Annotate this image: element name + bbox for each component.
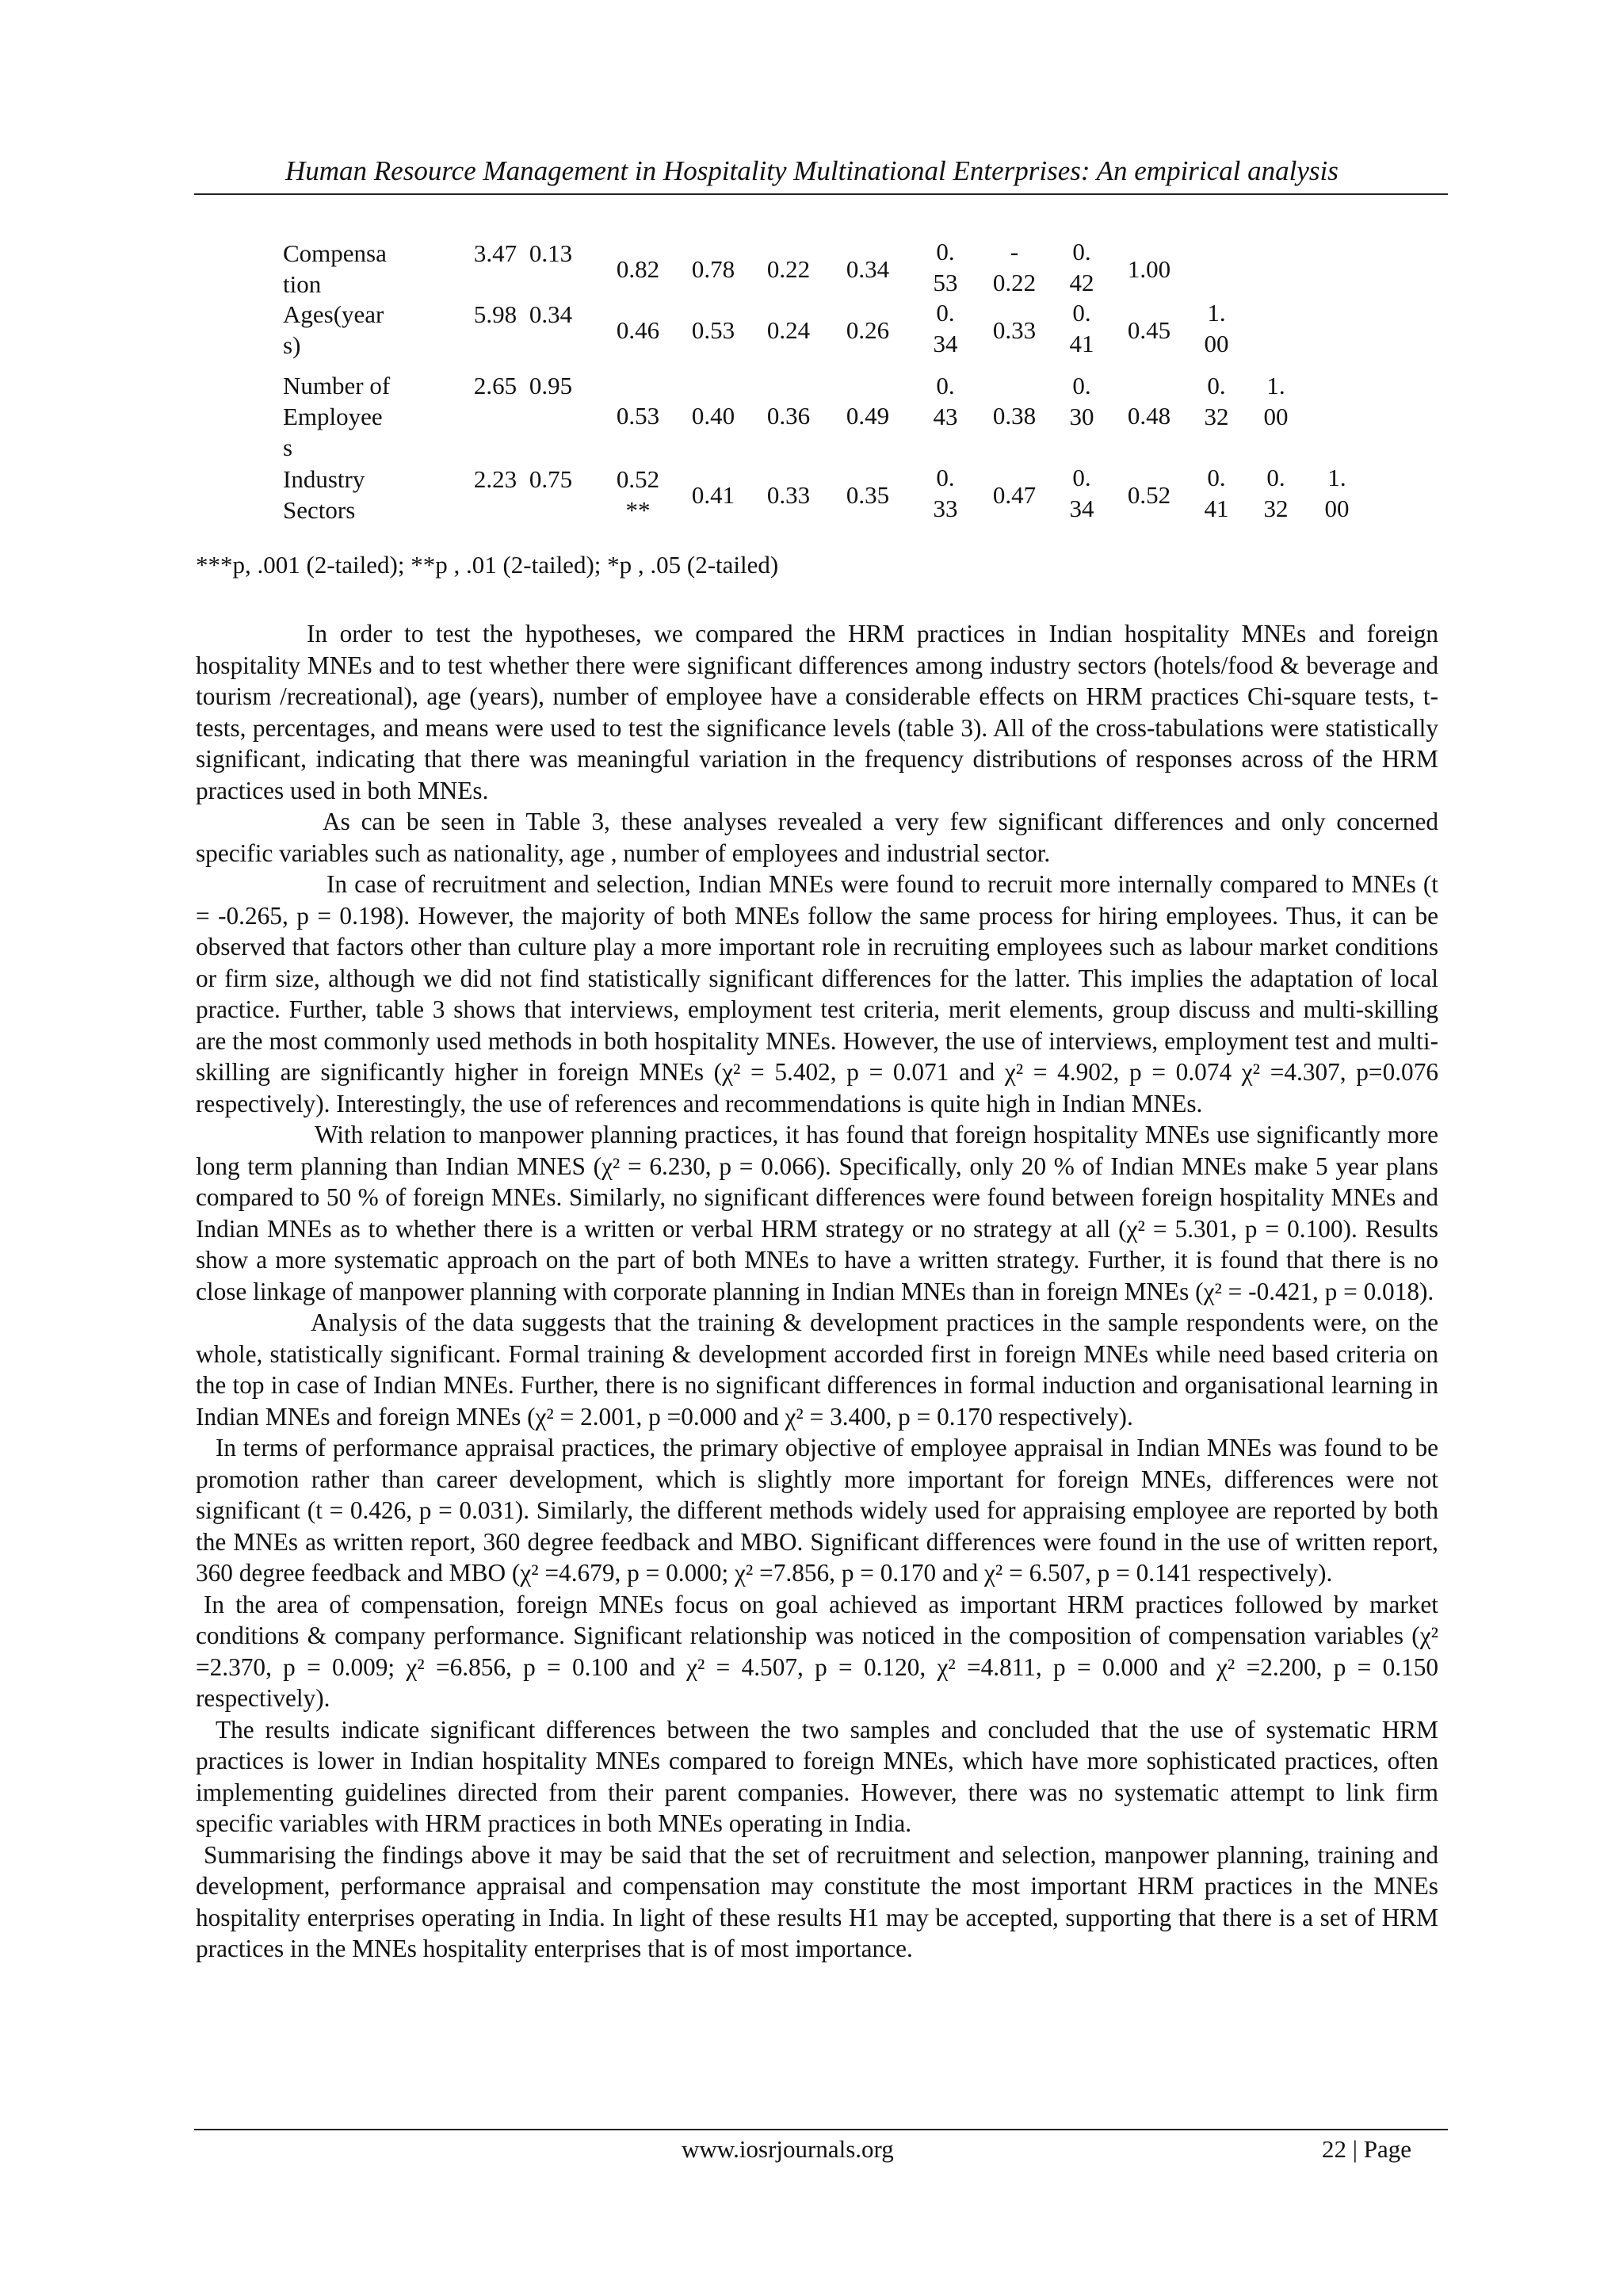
table-cell: 0.13 [529, 239, 573, 267]
table-cell: 0. 32 [1263, 464, 1289, 522]
footer-rule [194, 2129, 1448, 2130]
table-cell: 0.75 [529, 465, 573, 493]
table-cell: 1. 00 [1263, 372, 1289, 430]
table-row-label: Industry Sectors [283, 465, 365, 524]
table-cell: 0.41 [691, 481, 735, 509]
table-cell: 0.34 [529, 300, 573, 328]
table-cell: 0.40 [691, 402, 735, 430]
table-cell: 0.53 [691, 316, 735, 344]
running-header: Human Resource Management in Hospitality Multinational Enterprises: An empirical analysis [285, 155, 1338, 186]
paragraph: Analysis of the data suggests that the training & development practices in the sample respondents were, on the whole, statistically significant. Formal training & development accorded first in foreign MNEs while need based criteria on the top in case of Indian MNEs. Further, there is no significant differences in formal induction and organisational learning in Indian MNEs and foreign MNEs (χ² = 2.001, p =0.000 and χ² = 3.400, p = 0.170 respectively). [196, 1308, 1438, 1431]
table-cell: 0.47 [992, 481, 1037, 509]
table-cell: 0. 41 [1204, 464, 1229, 522]
table-cell: 0.52 ** [616, 465, 660, 524]
table-cell: 0.38 [992, 402, 1037, 430]
paragraph: Summarising the findings above it may be said that the set of recruitment and selection, manpower planning, training and development, performance appraisal and compensation may constitute the most important HRM practices in the MNEs hospitality enterprises operating in India. In light of these results H1 may be accepted, supporting that there is a set of HRM practices in the MNEs hospitality enterprises that is of most importance. [196, 1840, 1438, 1962]
paragraph: With relation to manpower planning practices, it has found that foreign hospitality MNEs use significantly more long term planning than Indian MNES (χ² = 6.230, p = 0.066). Specifically, only 20 % of Indian MNEs make 5 year plans compared to 50 % of foreign MNEs. Similarly, no significant differences were found between foreign hospitality MNEs and Indian MNEs as to whether there is a written or verbal HRM strategy or no strategy at all (χ² = 5.301, p = 0.100). Results show a more systematic approach on the part of both MNEs to have a written strategy. Further, it is found that there is no close linkage of manpower planning with corporate planning in Indian MNEs than in foreign MNEs (χ² = -0.421, p = 0.018). [196, 1121, 1438, 1305]
table-cell: 0.46 [616, 316, 660, 344]
table-row-label: Compensa tion [283, 239, 387, 298]
table-cell: 0.52 [1127, 481, 1171, 509]
footer-page-number: 22 | Page [1322, 2135, 1411, 2163]
table-cell: 0. 34 [933, 299, 958, 357]
body-text [196, 618, 1438, 1965]
table-footnote: ***p, .001 (2-tailed); **p , .01 (2-tailed); *p , .05 (2-tailed) [196, 551, 779, 579]
table-cell: 0.49 [846, 402, 890, 430]
table-row-label: Ages(year s) [283, 300, 384, 359]
footer-url: www.iosrjournals.org [682, 2135, 894, 2163]
table-cell: 0.34 [846, 255, 890, 283]
paragraph: In the area of compensation, foreign MNEs focus on goal achieved as important HRM practices followed by market conditions & company performance. Significant relationship was noticed in the composition of compensation variables (χ² =2.370, p = 0.009; χ² =6.856, p = 0.100 and χ² = 4.507, p = 0.120, χ² =4.811, p = 0.000 and χ² =2.200, p = 0.150 respectively). [196, 1590, 1438, 1712]
table-cell: 0. 30 [1069, 372, 1094, 430]
table-cell: 0. 42 [1069, 238, 1094, 296]
table-cell: 1. 00 [1204, 299, 1229, 357]
table-cell: 0. 41 [1069, 299, 1094, 357]
paragraph: In case of recruitment and selection, Indian MNEs were found to recruit more internally compared to MNEs (t = -0.265, p = 0.198). However, the majority of both MNEs follow the same process for hiring employees. Thus, it can be observed that factors other than culture play a more important role in recruiting employees such as labour market conditions or firm size, although we did not find statistically significant differences for the latter. This implies the adaptation of local practice. Further, table 3 shows that interviews, employment test criteria, merit elements, group discuss and multi-skilling are the most commonly used methods in both hospitality MNEs. However, the use of interviews, employment test and multi-skilling are significantly higher in foreign MNEs (χ² = 5.402, p = 0.071 and χ² = 4.902, p = 0.074 χ² =4.307, p=0.076 respectively). Interestingly, the use of references and recommendations is quite high in Indian MNEs. [196, 870, 1438, 1117]
table-cell: 0. 33 [933, 464, 958, 522]
table-cell: 2.65 [473, 372, 517, 399]
paragraph: In order to test the hypotheses, we compared the HRM practices in Indian hospitality MNEs and foreign hospitality MNEs and to test whether there were significant differences among industry sectors (hotels/food & beverage and tourism /recreational), age (years), number of employee have a considerable effects on HRM practices Chi-square tests, t-tests, percentages, and means were used to test the significance levels (table 3). All of the cross-tabulations were statistically significant, indicating that there was meaningful variation in the frequency distributions of responses across of the HRM practices used in both MNEs. [196, 620, 1438, 804]
paragraph: The results indicate significant differences between the two samples and concluded that the use of systematic HRM practices is lower in Indian hospitality MNEs compared to foreign MNEs, which have more sophisticated practices, often implementing guidelines directed from their parent companies. However, there was no systematic attempt to link firm specific variables with HRM practices in both MNEs operating in India. [196, 1715, 1438, 1837]
table-cell: 2.23 [473, 465, 517, 493]
table-cell: 0.48 [1127, 402, 1171, 430]
table-cell: 1.00 [1127, 255, 1171, 283]
table-cell: 0. 32 [1204, 372, 1229, 430]
correlation-table [0, 0, 1623, 547]
table-cell: 1. 00 [1324, 464, 1350, 522]
table-cell: 3.47 [473, 239, 517, 267]
paragraph: As can be seen in Table 3, these analyses revealed a very few significant differences and only concerned specific variables such as nationality, age , number of employees and industrial sector. [196, 808, 1438, 867]
table-cell: 5.98 [473, 300, 517, 328]
table-row-label: Number of Employee s [283, 372, 391, 461]
table-cell: - 0.22 [992, 238, 1037, 296]
table-cell: 0.26 [846, 316, 890, 344]
table-cell: 0.35 [846, 481, 890, 509]
table-cell: 0. 53 [933, 238, 958, 296]
table-cell: 0.36 [766, 402, 811, 430]
table-cell: 0.24 [766, 316, 811, 344]
table-cell: 0. 43 [933, 372, 958, 430]
table-cell: 0.95 [529, 372, 573, 399]
table-cell: 0.33 [992, 316, 1037, 344]
table-cell: 0.33 [766, 481, 811, 509]
table-cell: 0. 34 [1069, 464, 1094, 522]
table-cell: 0.22 [766, 255, 811, 283]
table-cell: 0.78 [691, 255, 735, 283]
table-cell: 0.82 [616, 255, 660, 283]
paragraph: In terms of performance appraisal practices, the primary objective of employee appraisal in Indian MNEs was found to be promotion rather than career development, which is slightly more important for foreign MNEs, differences were not significant (t = 0.426, p = 0.031). Similarly, the different methods widely used for appraising employee are reported by both the MNEs as written report, 360 degree feedback and MBO. Significant differences were found in the use of written report, 360 degree feedback and MBO (χ² =4.679, p = 0.000; χ² =7.856, p = 0.170 and χ² = 6.507, p = 0.141 respectively). [196, 1434, 1438, 1587]
table-cell: 0.53 [616, 402, 660, 430]
table-cell: 0.45 [1127, 316, 1171, 344]
